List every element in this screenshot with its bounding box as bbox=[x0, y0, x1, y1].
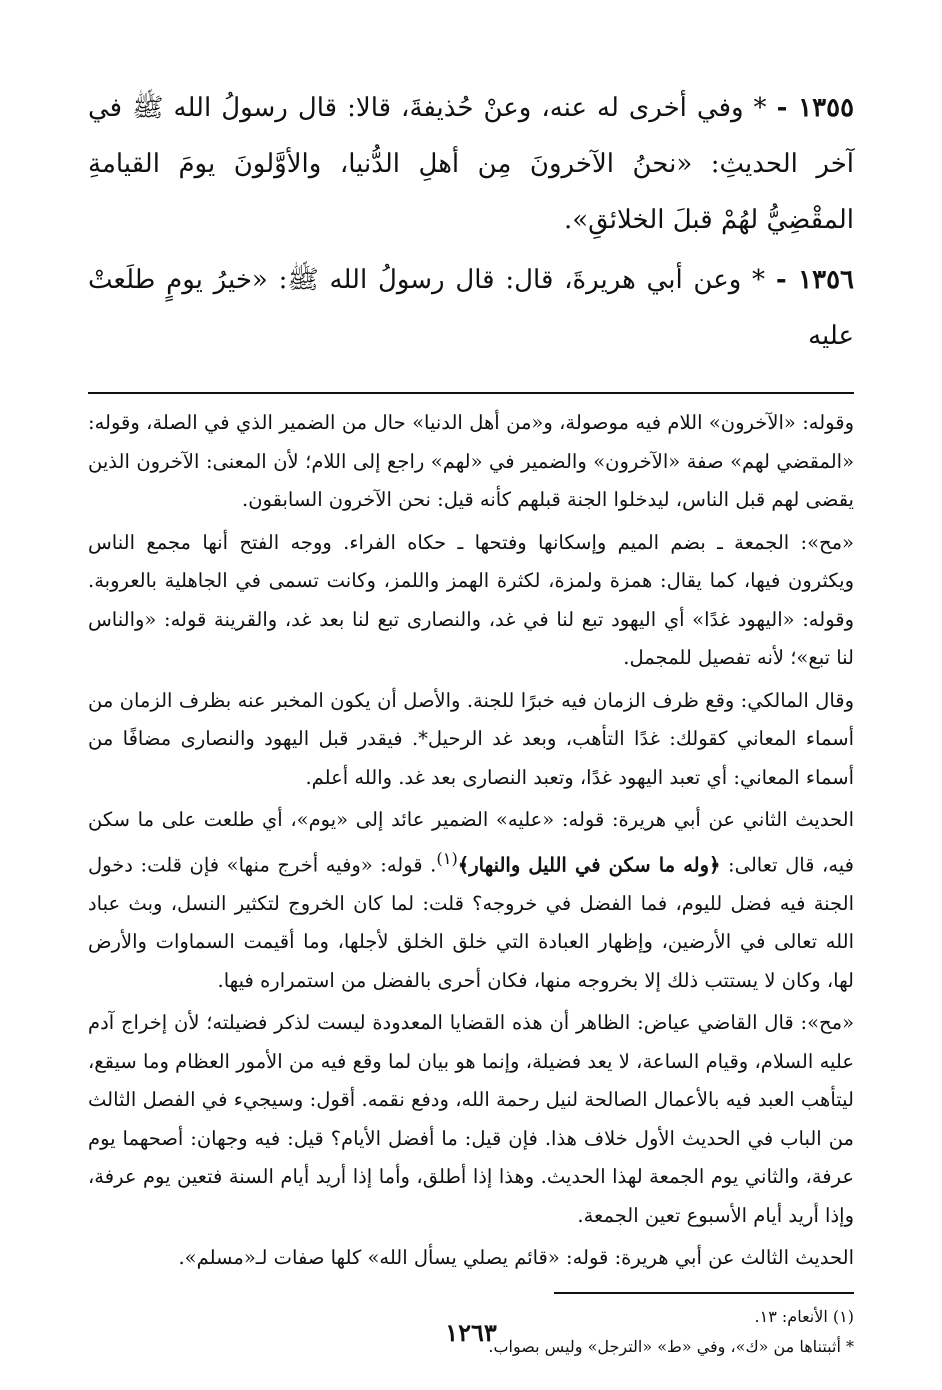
hadith-1355 bbox=[88, 80, 854, 248]
commentary-text: . قوله: «وفيه أخرج منها» فإن قلت: دخول الجنة فيه فضل لليوم، فما الفضل في خروجه؟ قلت: لما كان الخروج لتكثير النسل، وبث عباد الله تعالى في الأرضين، وإظهار العبادة التي خلق الخلق لأجلها، وما أقيمت السماوات والأرض لها، وكان لا يستتب ذلك إلا بخروجه منها، فكان أحرى بالفضل من استمراره فيها. bbox=[88, 853, 854, 992]
page-body bbox=[88, 80, 854, 1362]
hadith-text: * وعن أبي هريرةَ، قال: قال رسولُ الله ﷺ: «خيرُ يومٍ طلَعتْ عليه bbox=[88, 265, 854, 351]
commentary-paragraph: «مح»: الجمعة ـ بضم الميم وإسكانها وفتحها ـ حكاه الفراء. ووجه الفتح أنها مجمع الناس ويكثرون فيها، كما يقال: همزة ولمزة، لكثرة الهمز واللمز، وكانت تسمى في الجاهلية بالعروبة. وقوله: «اليهود غدًا» أي اليهود تبع لنا في غد، والنصارى تبع لنا بعد غد، والقرينة قوله: «والناس لنا تبع»؛ لأنه تفصيل للمجمل. bbox=[88, 530, 854, 669]
footnote: (١) الأنعام: ١٣. bbox=[754, 1306, 854, 1326]
quran-verse: ﴿وله ما سكن في الليل والنهار﴾ bbox=[457, 853, 721, 876]
commentary-paragraph: «مح»: قال القاضي عياض: الظاهر أن هذه القضايا المعدودة ليست لذكر فضيلته؛ لأن إخراج آدم عليه السلام، وقيام الساعة، لا يعد فضيلة، وإنما هو بيان لما وقع فيه من الأمور العظام وما سيقع، ليتأهب العبد فيه بالأعمال الصالحة لنيل رحمة الله، ودفع نقمه. أقول: وسيجيء في الفصل الثالث من الباب في الحديث الأول خلاف هذا. فإن قيل: ما أفضل الأيام؟ قيل: فيه وجهان: أصحهما يوم عرفة، والثاني يوم الجمعة لهذا الحديث. وهذا إذا أطلق، وأما إذا أريد أيام السنة فتعين يوم عرفة، وإذا أريد أيام الأسبوع تعين الجمعة. bbox=[88, 1011, 854, 1227]
hadith-number: ١٣٥٥ - bbox=[776, 93, 855, 123]
section-divider bbox=[88, 392, 854, 394]
footnote-ref: (١) bbox=[436, 848, 458, 868]
commentary-paragraph bbox=[88, 801, 854, 1000]
page-number: ١٢٦٣ bbox=[445, 1318, 497, 1347]
commentary-paragraph: وقال المالكي: وقع ظرف الزمان فيه خبرًا للجنة. والأصل أن يكون المخبر عنه بظرف الزمان من أسماء المعاني كقولك: غدًا التأهب، وبعد غد الرحيل*. فيقدر قبل اليهود والنصارى مضافًا من أسماء المعاني: أي تعبد اليهود غدًا، وتعبد النصارى بعد غد. والله أعلم. bbox=[88, 688, 854, 789]
hadith-text: * وفي أخرى له عنه، وعنْ حُذيفةَ، قالا: قال رسولُ الله ﷺ في آخر الحديثِ: «نحنُ الآخرونَ مِن أهلِ الدُّنيا، والأوَّلونَ يومَ القيامةِ المقْضِيُّ لهُمْ قبلَ الخلائقِ». bbox=[88, 93, 854, 235]
commentary-text: الحديث الثاني عن أبي هريرة: قوله: «عليه» الضمير عائد إلى «يوم»، أي طلعت على ما سكن فيه، قال تعالى: bbox=[88, 808, 854, 876]
commentary-paragraph: الحديث الثالث عن أبي هريرة: قوله: «قائم يصلي يسأل الله» كلها صفات لـ«مسلم». bbox=[178, 1246, 854, 1269]
footnote-divider bbox=[554, 1292, 854, 1294]
hadith-number: ١٣٥٦ - bbox=[775, 265, 855, 295]
footnote: * أثبتناها من «ك»، وفي «ط» «الترجل» وليس بصواب. bbox=[488, 1336, 854, 1356]
commentary-paragraph: وقوله: «الآخرون» اللام فيه موصولة، و«من أهل الدنيا» حال من الضمير الذي في الصلة، وقوله: «المقضي لهم» صفة «الآخرون» والضمير في «لهم» راجع إلى اللام؛ لأن المعنى: الآخرون الذين يقضى لهم قبل الناس، ليدخلوا الجنة قبلهم كأنه قيل: نحن الآخرون السابقون. bbox=[88, 411, 854, 511]
hadith-1356 bbox=[88, 252, 854, 364]
